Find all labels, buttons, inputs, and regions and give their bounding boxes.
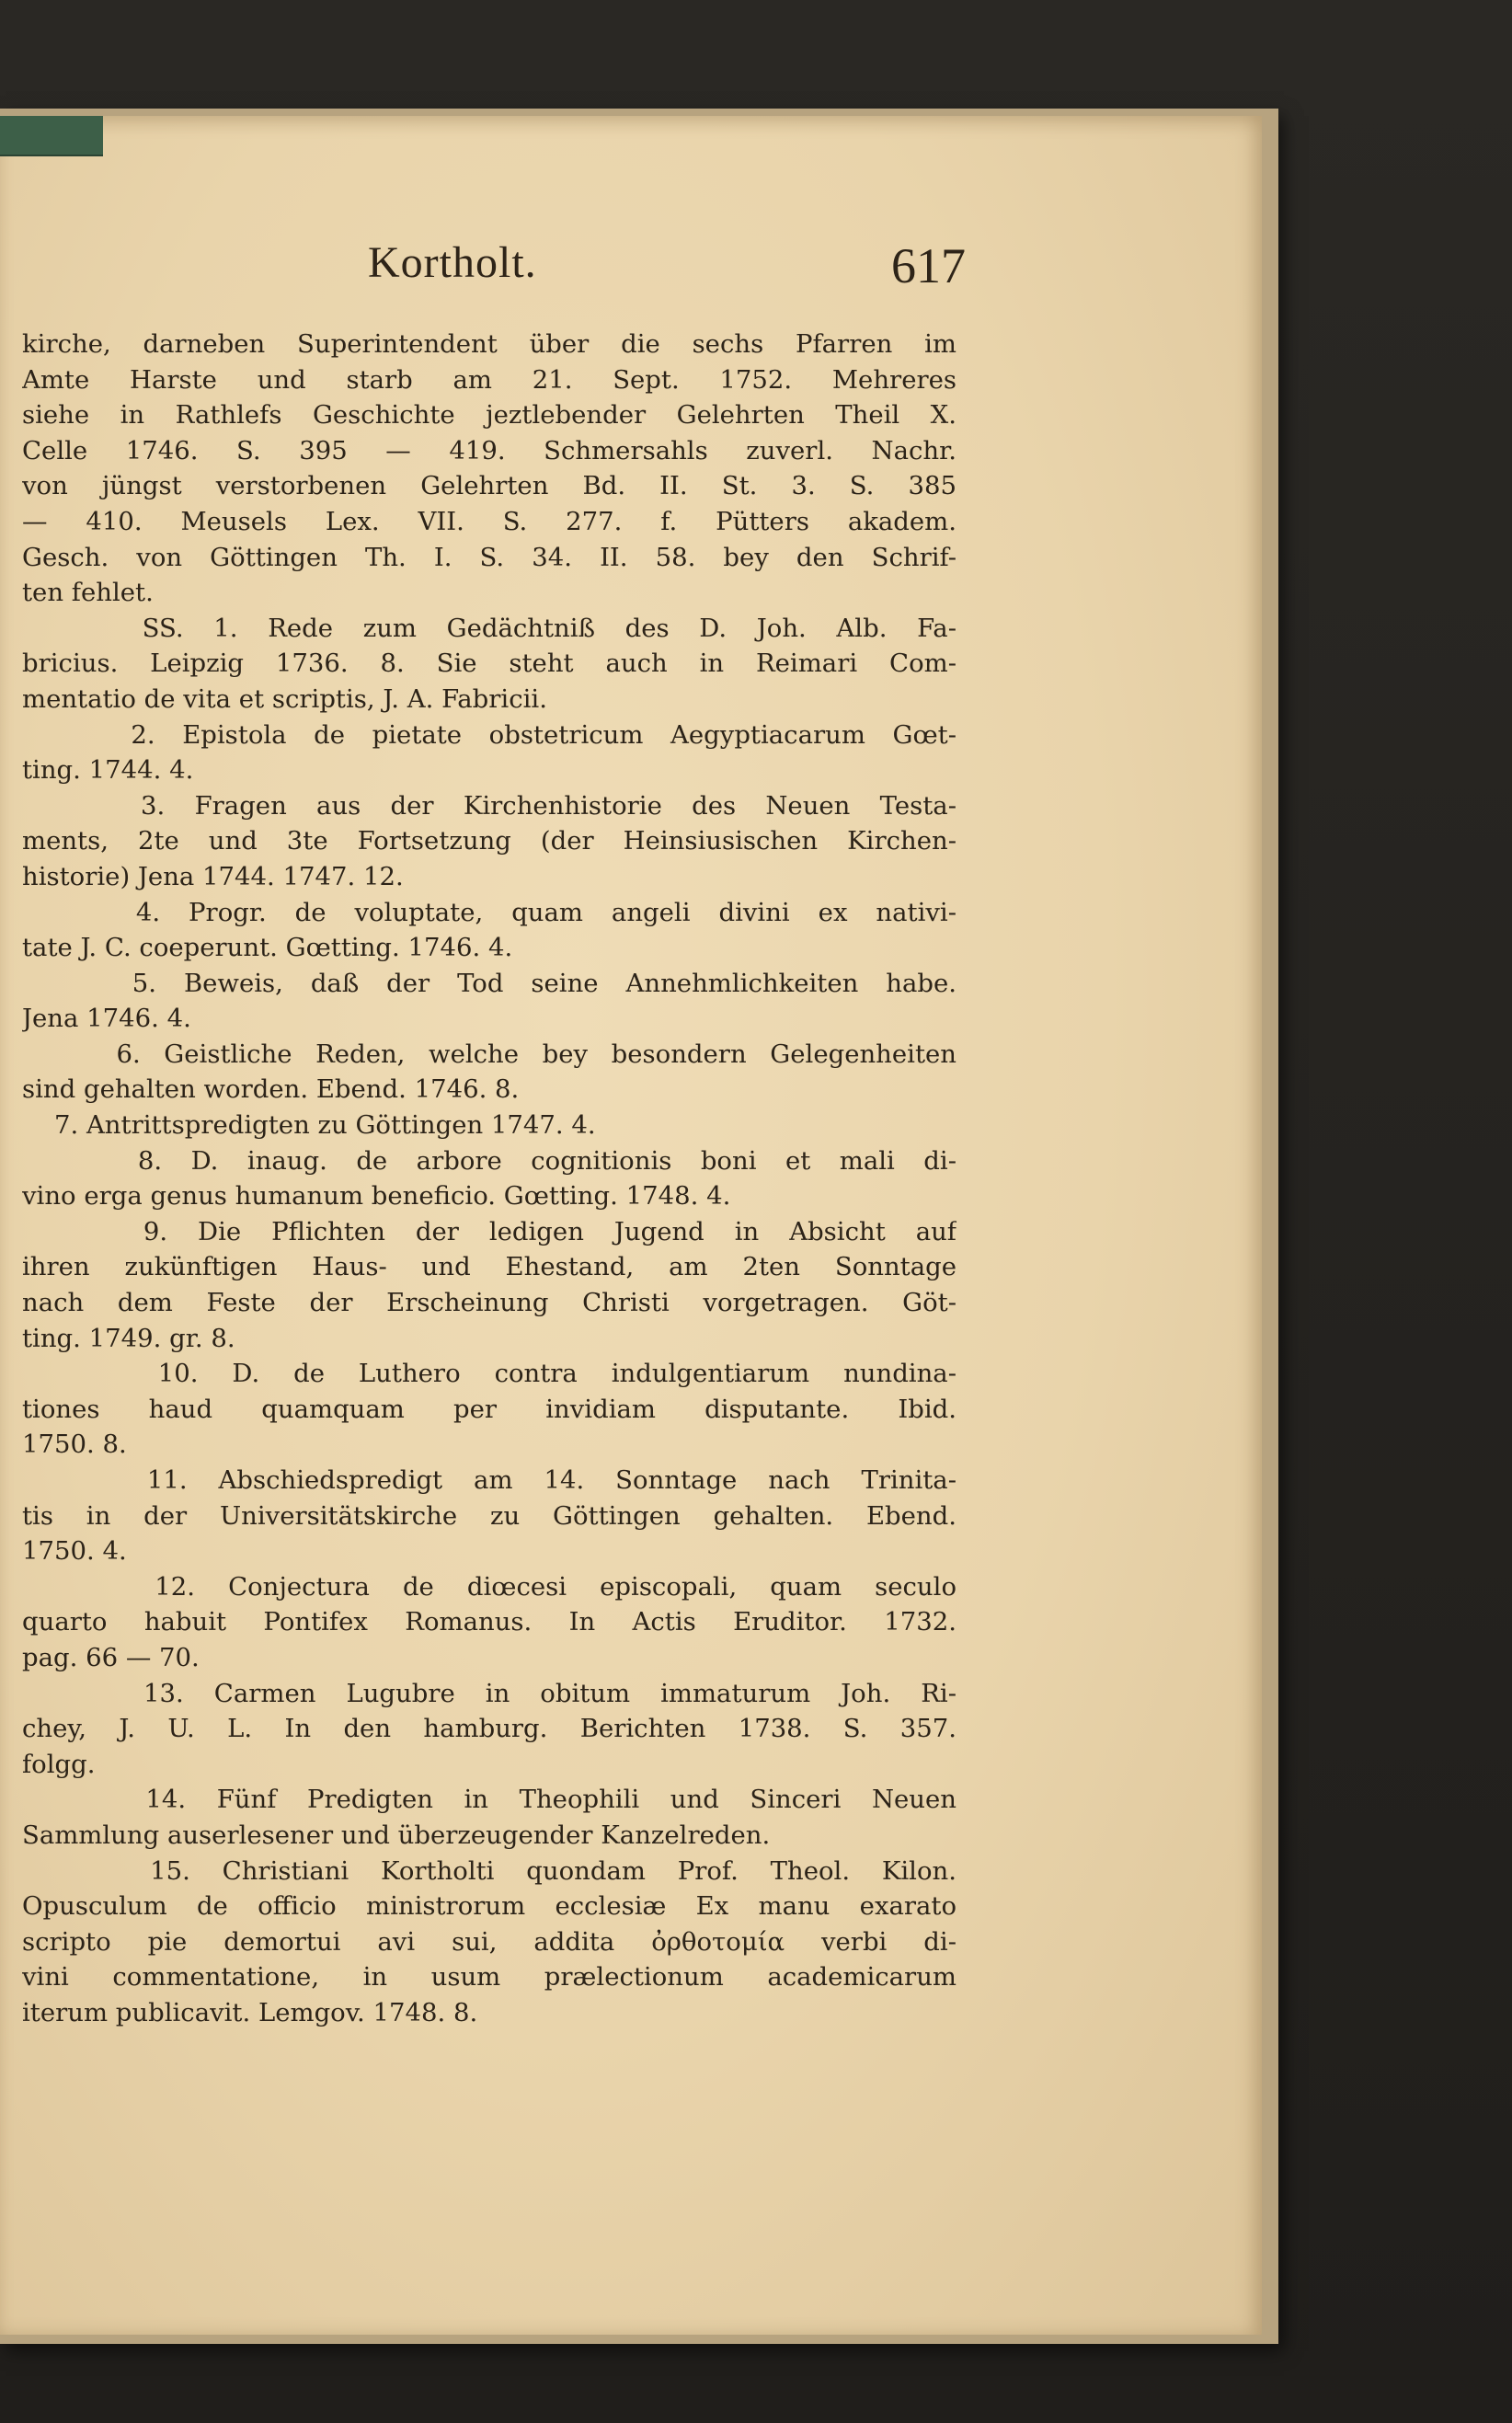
text-line: ihren zukünftigen Haus- und Ehestand, am 2ten Sonntage bbox=[22, 1252, 956, 1282]
text-line: nach dem Feste der Erscheinung Christi vorgetragen. Göt- bbox=[22, 1288, 956, 1318]
text-line: 1750. 8. bbox=[22, 1430, 127, 1460]
page-number: 617 bbox=[891, 238, 966, 293]
text-line: 12. Conjectura de diœcesi episcopali, quam seculo bbox=[22, 1571, 956, 1602]
text-line: tate J. C. coeperunt. Gœtting. 1746. 4. bbox=[22, 933, 513, 963]
text-line: vino erga genus humanum beneficio. Gœtting. 1748. 4. bbox=[22, 1181, 731, 1212]
text-line: pag. 66 — 70. bbox=[22, 1642, 200, 1672]
text-line: vini commentatione, in usum prælectionum academicarum bbox=[22, 1962, 956, 1992]
text-line: 2. Epistola de pietate obstetricum Aegyptiacarum Gœt- bbox=[22, 719, 956, 750]
text-line: SS. 1. Rede zum Gedächtniß des D. Joh. Alb. Fa- bbox=[22, 613, 956, 643]
text-line: 5. Beweis, daß der Tod seine Annehmlichkeiten habe. bbox=[22, 968, 956, 998]
text-line: Jena 1746. 4. bbox=[22, 1004, 191, 1034]
text-line: Gesch. von Göttingen Th. I. S. 34. II. 58. bey den Schrif- bbox=[22, 542, 956, 572]
text-line: 8. D. inaug. de arbore cognitionis boni et mali di- bbox=[22, 1145, 956, 1176]
text-line: ting. 1749. gr. 8. bbox=[22, 1323, 235, 1353]
text-line: 7. Antrittspredigten zu Göttingen 1747. 4. bbox=[22, 1110, 596, 1141]
text-line: tis in der Universitätskirche zu Göttingen gehalten. Ebend. bbox=[22, 1500, 956, 1531]
text-line: Amte Harste und starb am 21. Sept. 1752. Mehreres bbox=[22, 364, 956, 395]
text-line: 11. Abschiedspredigt am 14. Sonntage nach Trinita- bbox=[22, 1465, 956, 1495]
text-line: 1750. 4. bbox=[22, 1536, 127, 1567]
text-line: ments, 2te und 3te Fortsetzung (der Heinsiusischen Kirchen- bbox=[22, 826, 956, 856]
text-line: — 410. Meusels Lex. VII. S. 277. f. Pütters akadem. bbox=[22, 506, 956, 536]
text-line: ting. 1744. 4. bbox=[22, 755, 194, 786]
text-line: ten fehlet. bbox=[22, 578, 154, 608]
running-head: Kortholt. bbox=[368, 238, 537, 287]
text-line: historie) Jena 1744. 1747. 12. bbox=[22, 861, 404, 891]
text-line: folgg. bbox=[22, 1749, 96, 1779]
text-line: chey, J. U. L. In den hamburg. Berichten 1738. S. 357. bbox=[22, 1714, 956, 1744]
text-line: 4. Progr. de voluptate, quam angeli divini ex nativi- bbox=[22, 897, 956, 927]
text-line: 3. Fragen aus der Kirchenhistorie des Neuen Testa- bbox=[22, 790, 956, 821]
text-line: iterum publicavit. Lemgov. 1748. 8. bbox=[22, 1997, 478, 2027]
text-line: 15. Christiani Kortholti quondam Prof. Theol. Kilon. bbox=[22, 1855, 956, 1886]
text-line: 9. Die Pflichten der ledigen Jugend in Absicht auf bbox=[22, 1216, 956, 1246]
text-line: 13. Carmen Lugubre in obitum immaturum Joh. Ri- bbox=[22, 1678, 956, 1708]
text-line: kirche, darneben Superintendent über die sechs Pfarren im bbox=[22, 329, 956, 359]
page-header bbox=[368, 237, 966, 311]
text-line: 10. D. de Luthero contra indulgentiarum nundina- bbox=[22, 1359, 956, 1389]
text-line: sind gehalten worden. Ebend. 1746. 8. bbox=[22, 1074, 520, 1105]
text-line: 6. Geistliche Reden, welche bey besondern Gelegenheiten bbox=[22, 1039, 956, 1069]
text-line: quarto habuit Pontifex Romanus. In Actis Eruditor. 1732. bbox=[22, 1607, 956, 1637]
body-text bbox=[22, 327, 956, 2031]
text-line: tiones haud quamquam per invidiam disputante. Ibid. bbox=[22, 1394, 956, 1424]
text-line: von jüngst verstorbenen Gelehrten Bd. II. St. 3. S. 385 bbox=[22, 471, 956, 501]
text-line: Sammlung auserlesener und überzeugender Kanzelreden. bbox=[22, 1820, 771, 1850]
text-line: Opusculum de officio ministrorum ecclesiæ Ex manu exarato bbox=[22, 1891, 956, 1922]
green-spine-tab bbox=[0, 116, 103, 156]
text-line: Celle 1746. S. 395 — 419. Schmersahls zuverl. Nachr. bbox=[22, 435, 956, 465]
text-line: scripto pie demortui avi sui, addita ὀρθοτομία verbi di- bbox=[22, 1926, 956, 1957]
text-line: mentatio de vita et scriptis, J. A. Fabricii. bbox=[22, 683, 547, 714]
text-line: siehe in Rathlefs Geschichte jeztlebender Gelehrten Theil X. bbox=[22, 400, 956, 431]
text-line: 14. Fünf Predigten in Theophili und Sinceri Neuen bbox=[22, 1785, 956, 1815]
text-line: bricius. Leipzig 1736. 8. Sie steht auch in Reimari Com- bbox=[22, 649, 956, 679]
